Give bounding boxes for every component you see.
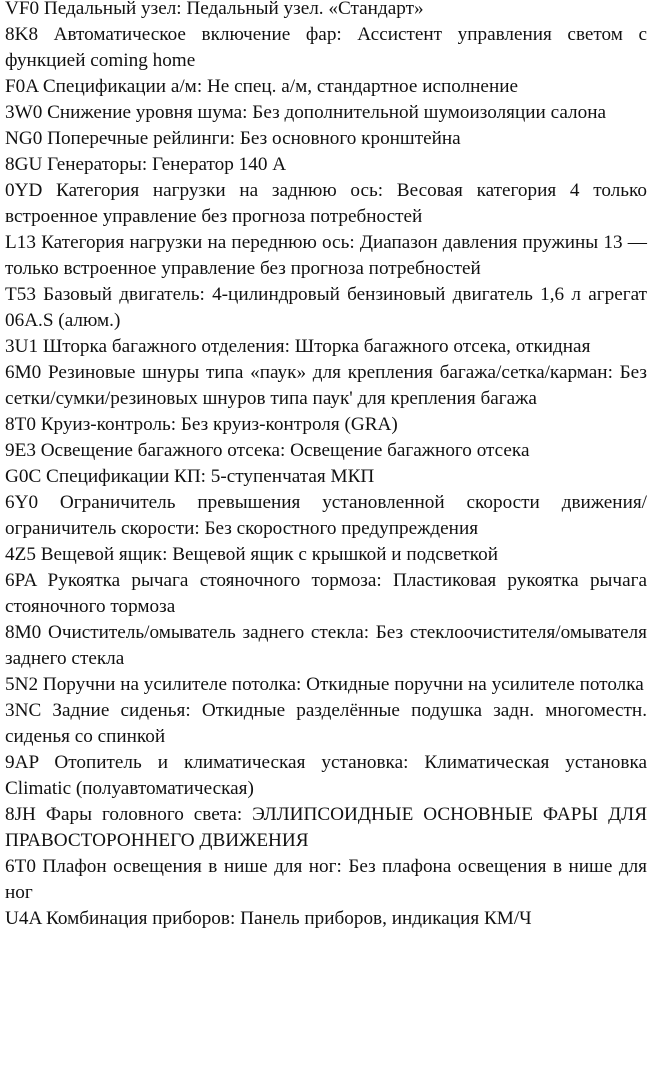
- list-item: U4A Комбинация приборов: Панель приборов, индикация КМ/Ч: [5, 908, 532, 929]
- list-item: G0C Спецификации КП: 5-ступенчатая МКП: [5, 466, 375, 487]
- list-item: 3W0 Снижение уровня шума: Без дополнительной шумоизоляции салона: [5, 102, 606, 123]
- list-item: 8T0 Круиз-контроль: Без круиз-контроля (GRA): [5, 414, 398, 435]
- list-item: 9E3 Освещение багажного отсека: Освещение багажного отсека: [5, 440, 530, 461]
- list-item: 6PA Рукоятка рычага стояночного тормоза: Пластиковая рукоятка рычага стояночного тормоза: [5, 570, 647, 617]
- list-item: 4Z5 Вещевой ящик: Вещевой ящик с крышкой и подсветкой: [5, 544, 499, 565]
- list-item: 8GU Генераторы: Генератор 140 А: [5, 154, 287, 175]
- list-item: 6T0 Плафон освещения в нише для ног: Без плафона освещения в нише для ног: [5, 856, 647, 903]
- list-item: 6Y0 Ограничитель превышения установленной скорости движения/ограничитель скорости: Без скоростного предупреждения: [5, 492, 647, 539]
- list-item: L13 Категория нагрузки на переднюю ось: Диапазон давления пружины 13 — только встроенное управление без прогноза потребностей: [5, 232, 647, 279]
- list-item: 5N2 Поручни на усилителе потолка: Откидные поручни на усилителе потолка: [5, 674, 644, 695]
- equipment-code-list: [5, 0, 647, 932]
- list-item: 3U1 Шторка багажного отделения: Шторка багажного отсека, откидная: [5, 336, 591, 357]
- list-item: 3NC Задние сиденья: Откидные разделённые подушка задн. многоместн. сиденья со спинкой: [5, 700, 647, 747]
- list-item: NG0 Поперечные рейлинги: Без основного кронштейна: [5, 128, 461, 149]
- list-item: 8JH Фары головного света: ЭЛЛИПСОИДНЫЕ ОСНОВНЫЕ ФАРЫ ДЛЯ ПРАВОСТОРОННЕГО ДВИЖЕНИЯ: [5, 804, 647, 851]
- list-item: 0YD Категория нагрузки на заднюю ось: Весовая категория 4 только встроенное управление без прогноза потребностей: [5, 180, 647, 227]
- list-item: 6M0 Резиновые шнуры типа «паук» для крепления багажа/сетка/карман: Без сетки/сумки/резиновых шнуров типа паук' для крепления багажа: [5, 362, 647, 409]
- list-item: VF0 Педальный узел: Педальный узел. «Стандарт»: [5, 0, 424, 19]
- list-item: 8K8 Автоматическое включение фар: Ассистент управления светом с функцией coming home: [5, 24, 647, 71]
- list-item: T53 Базовый двигатель: 4-цилиндровый бензиновый двигатель 1,6 л агрегат 06A.S (алюм.): [5, 284, 647, 331]
- list-item: F0A Спецификации а/м: Не спец. а/м, стандартное исполнение: [5, 76, 519, 97]
- list-item: 8M0 Очиститель/омыватель заднего стекла: Без стеклоочистителя/омывателя заднего стекла: [5, 622, 647, 669]
- list-item: 9AP Отопитель и климатическая установка: Климатическая установка Climatic (полуавтоматическая): [5, 752, 647, 799]
